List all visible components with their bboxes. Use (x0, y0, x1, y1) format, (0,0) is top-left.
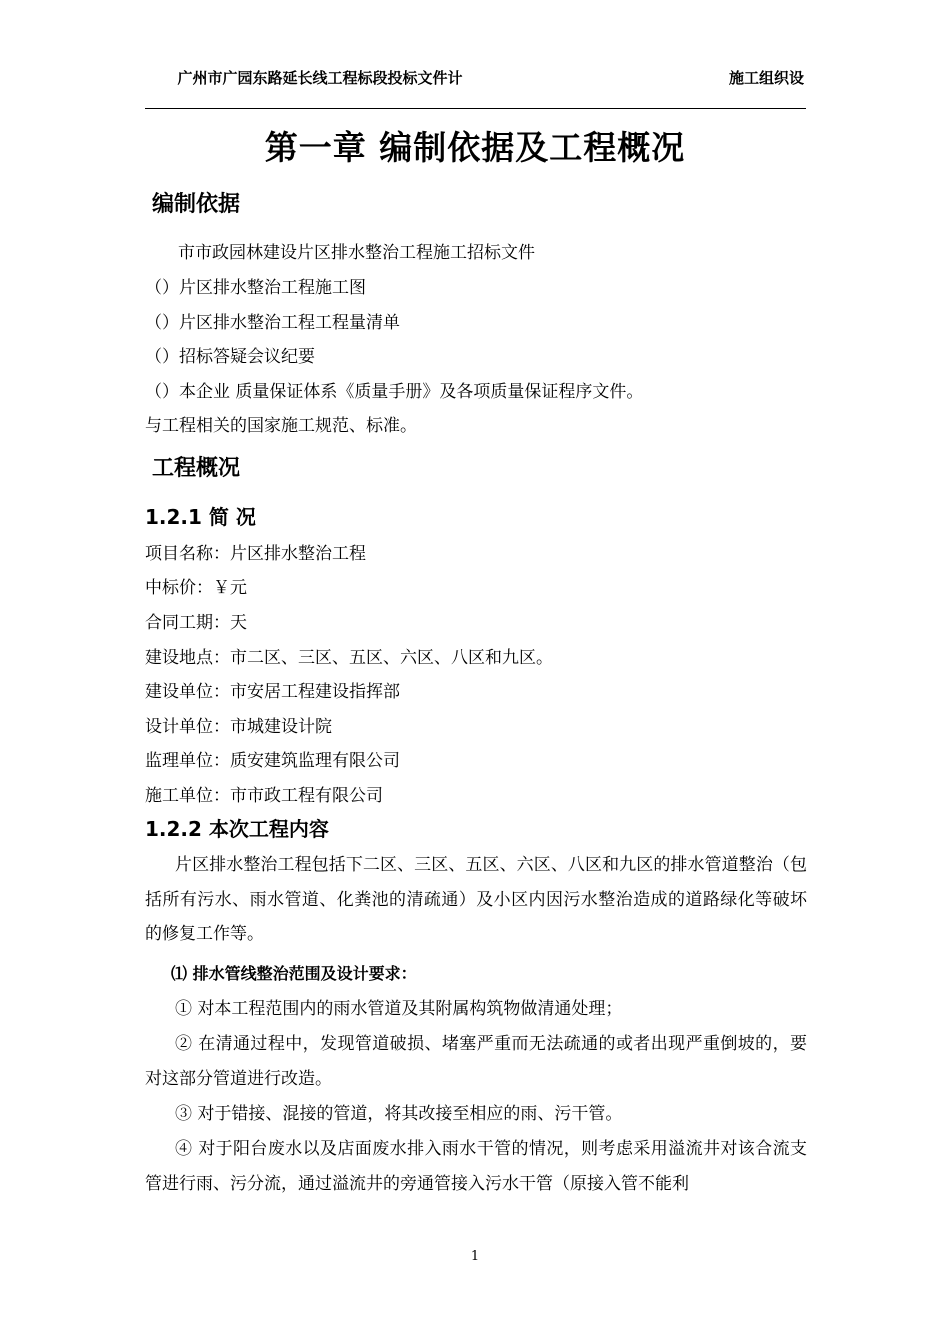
content-item-heading: ⑴ 排水管线整治范围及设计要求： (171, 964, 417, 983)
brief-line-6: 设计单位：市城建设计院 (145, 717, 332, 737)
brief-line-1: 项目名称：片区排水整治工程 (145, 544, 366, 564)
content-item-3: ③ 对于错接、混接的管道，将其改接至相应的雨、污干管。 (175, 1104, 623, 1124)
page-header (145, 64, 806, 109)
section-heading-basis: 编制依据 (152, 192, 241, 217)
brief-line-2: 中标价：￥元 (145, 578, 247, 598)
subsection-heading-content: 1.2.2 本次工程内容 (145, 817, 329, 841)
brief-line-7: 监理单位：质安建筑监理有限公司 (145, 751, 400, 771)
basis-line-4: （）招标答疑会议纪要 (145, 347, 315, 367)
section-heading-overview: 工程概况 (152, 456, 241, 481)
brief-line-5: 建设单位：市安居工程建设指挥部 (145, 682, 400, 702)
page-number: 1 (470, 1249, 480, 1264)
brief-line-4: 建设地点：市二区、三区、五区、六区、八区和九区。 (145, 648, 553, 668)
header-section-title: 施工组织设 (728, 69, 804, 87)
basis-line-6: 与工程相关的国家施工规范、标准。 (145, 416, 417, 436)
header-document-title: 广州市广园东路延长线工程标段投标文件计 (177, 69, 463, 87)
content-item-1: ① 对本工程范围内的雨水管道及其附属构筑物做清通处理； (175, 999, 623, 1019)
content-item-2: ② 在清通过程中，发现管道破损、堵塞严重而无法疏通的或者出现严重倒坡的，要对这部分管道进行改造。 (145, 1034, 807, 1089)
content-intro-paragraph: 片区排水整治工程包括下二区、三区、五区、六区、八区和九区的排水管道整治（包括所有污水、雨水管道、化粪池的清疏通）及小区内因污水整治造成的道路绿化等破坏的修复工作等。 (145, 855, 807, 944)
subsection-heading-brief: 1.2.1 简 况 (145, 505, 256, 529)
chapter-title: 第一章 编制依据及工程概况 (264, 128, 686, 167)
brief-line-8: 施工单位：市市政工程有限公司 (145, 786, 383, 806)
brief-line-3: 合同工期：天 (145, 613, 247, 633)
basis-line-5: （）本企业 质量保证体系《质量手册》及各项质量保证程序文件。 (145, 382, 644, 402)
basis-line-2: （）片区排水整治工程施工图 (145, 278, 366, 298)
basis-line-3: （）片区排水整治工程工程量清单 (145, 313, 400, 333)
basis-line-1: 市市政园林建设片区排水整治工程施工招标文件 (178, 243, 535, 263)
content-item-4: ④ 对于阳台废水以及店面废水排入雨水干管的情况，则考虑采用溢流井对该合流支管进行雨、污分流，通过溢流井的旁通管接入污水干管（原接入管不能利 (145, 1139, 807, 1194)
